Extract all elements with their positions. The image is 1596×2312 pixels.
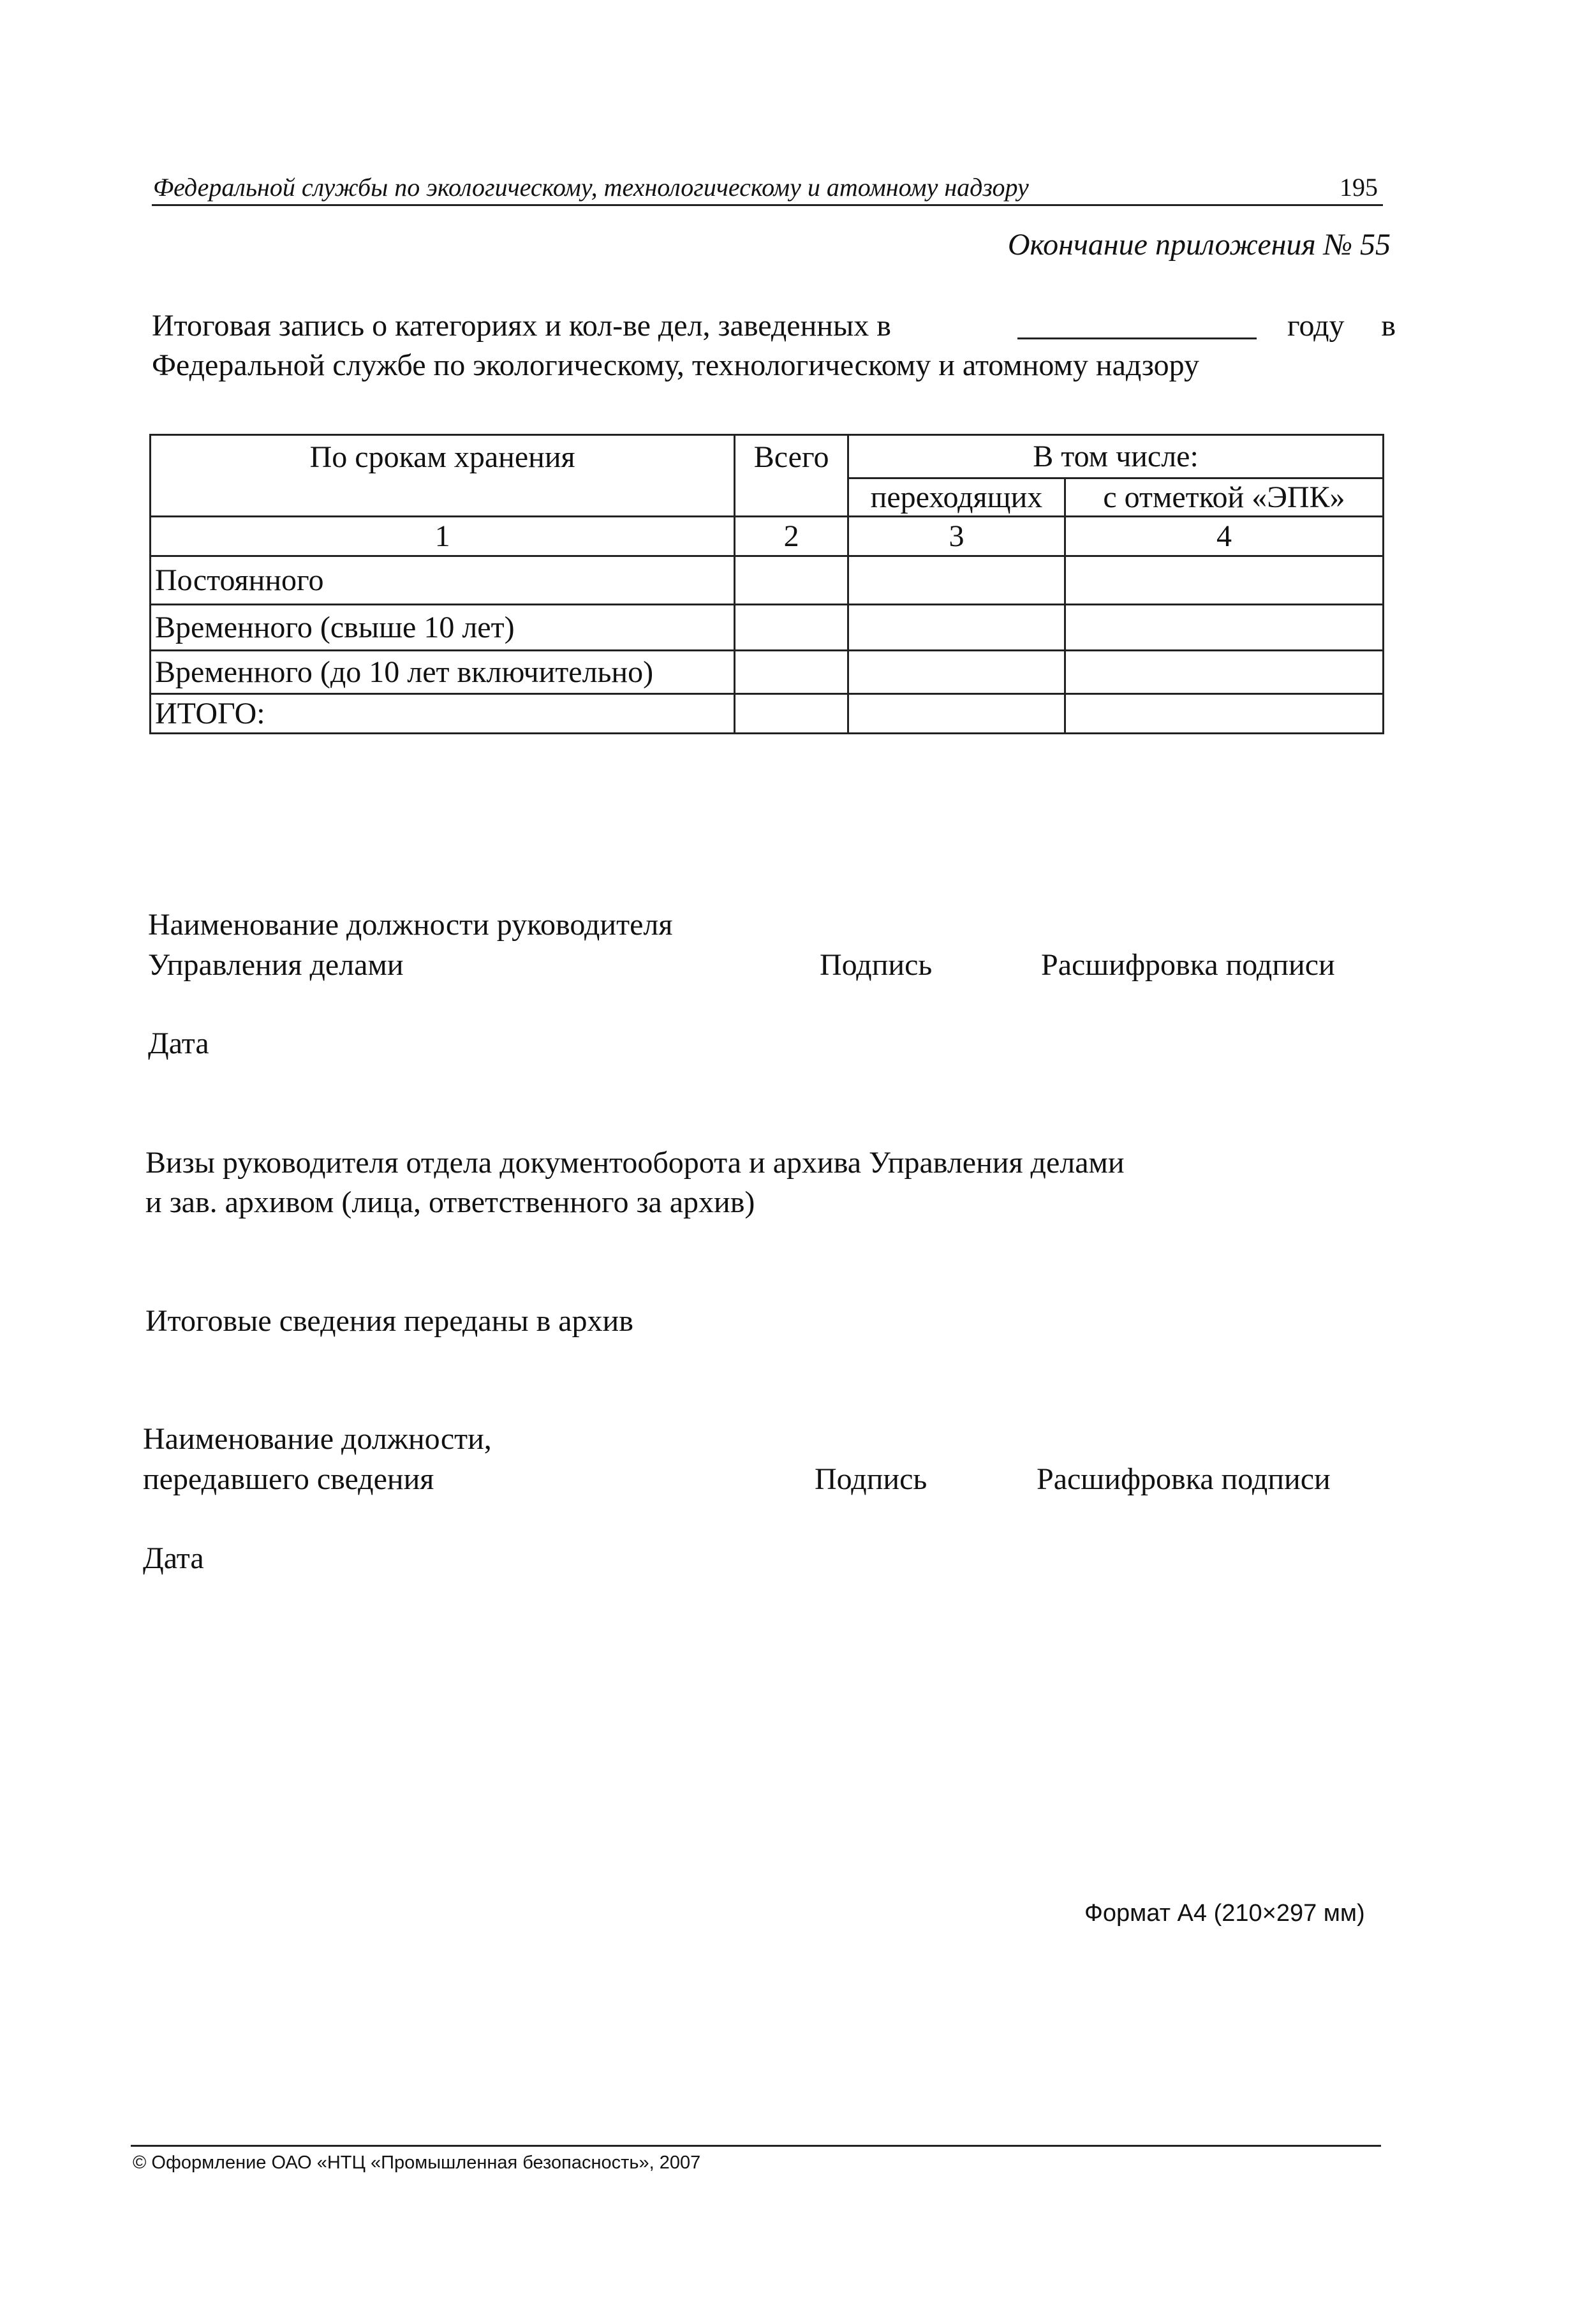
format-note: Формат А4 (210×297 мм) (1084, 1900, 1365, 1927)
table-number-row (151, 517, 1384, 556)
intro-text-2: году (1287, 309, 1345, 343)
signature-label: Подпись (820, 948, 933, 982)
transferred-note: Итоговые сведения переданы в архив (145, 1304, 633, 1338)
footer-divider (131, 2145, 1381, 2147)
position-title-line-1: Наименование должности, (143, 1422, 492, 1456)
empty-cell (848, 556, 1065, 605)
empty-cell (1065, 605, 1383, 651)
empty-cell (1065, 651, 1383, 694)
row-label: Временного (свыше 10 лет) (151, 605, 735, 651)
column-number: 1 (151, 517, 735, 556)
row-label: Постоянного (151, 556, 735, 605)
running-header (152, 171, 1383, 206)
page-number: 195 (1340, 173, 1378, 202)
row-label: ИТОГО: (151, 694, 735, 734)
intro-text-1: Итоговая запись о категориях и кол-ве дел, заведенных в (152, 309, 891, 343)
visas-line-1: Визы руководителя отдела документооборота и архива Управления делами (145, 1146, 1125, 1180)
position-title-line-1: Наименование должности руководителя (148, 908, 673, 942)
column-number: 2 (735, 517, 848, 556)
empty-cell (848, 651, 1065, 694)
intro-line-1 (152, 308, 1396, 346)
position-title-line-2: передавшего сведения (143, 1462, 434, 1496)
date-label: Дата (143, 1541, 204, 1575)
date-label: Дата (148, 1026, 209, 1060)
header-epk-mark: с отметкой «ЭПК» (1065, 478, 1383, 517)
empty-cell (1065, 694, 1383, 734)
intro-text-3: в (1381, 309, 1396, 343)
empty-cell (848, 605, 1065, 651)
empty-cell (735, 651, 848, 694)
running-title: Федеральной службы по экологическому, технологическому и атомному надзору (153, 173, 1029, 202)
intro-line-2: Федеральной службе по экологическому, технологическому и атомному надзору (152, 348, 1199, 382)
empty-cell (848, 694, 1065, 734)
table-header-row (151, 435, 1384, 478)
table-row (151, 651, 1384, 694)
signature-label: Подпись (815, 1462, 927, 1496)
position-title-line-2: Управления делами (148, 948, 404, 982)
column-number: 4 (1065, 517, 1383, 556)
table-row (151, 556, 1384, 605)
empty-cell (1065, 556, 1383, 605)
empty-cell (735, 556, 848, 605)
header-total: Всего (735, 435, 848, 517)
empty-cell (735, 605, 848, 651)
appendix-label: Окончание приложения № 55 (1007, 228, 1391, 262)
header-transitional: переходящих (848, 478, 1065, 517)
table-row (151, 605, 1384, 651)
signature-decoding-label: Расшифровка подписи (1037, 1462, 1331, 1496)
header-including: В том числе: (848, 435, 1384, 478)
visas-line-2: и зав. архивом (лица, ответственного за архив) (145, 1185, 755, 1219)
copyright-text: © Оформление ОАО «НТЦ «Промышленная безопасность», 2007 (133, 2153, 701, 2173)
year-blank-field (1017, 337, 1257, 339)
empty-cell (735, 694, 848, 734)
column-number: 3 (848, 517, 1065, 556)
signature-decoding-label: Расшифровка подписи (1041, 948, 1335, 982)
row-label: Временного (до 10 лет включительно) (151, 651, 735, 694)
header-storage-period: По срокам хранения (151, 435, 735, 517)
table-total-row (151, 694, 1384, 734)
summary-table (149, 434, 1384, 734)
